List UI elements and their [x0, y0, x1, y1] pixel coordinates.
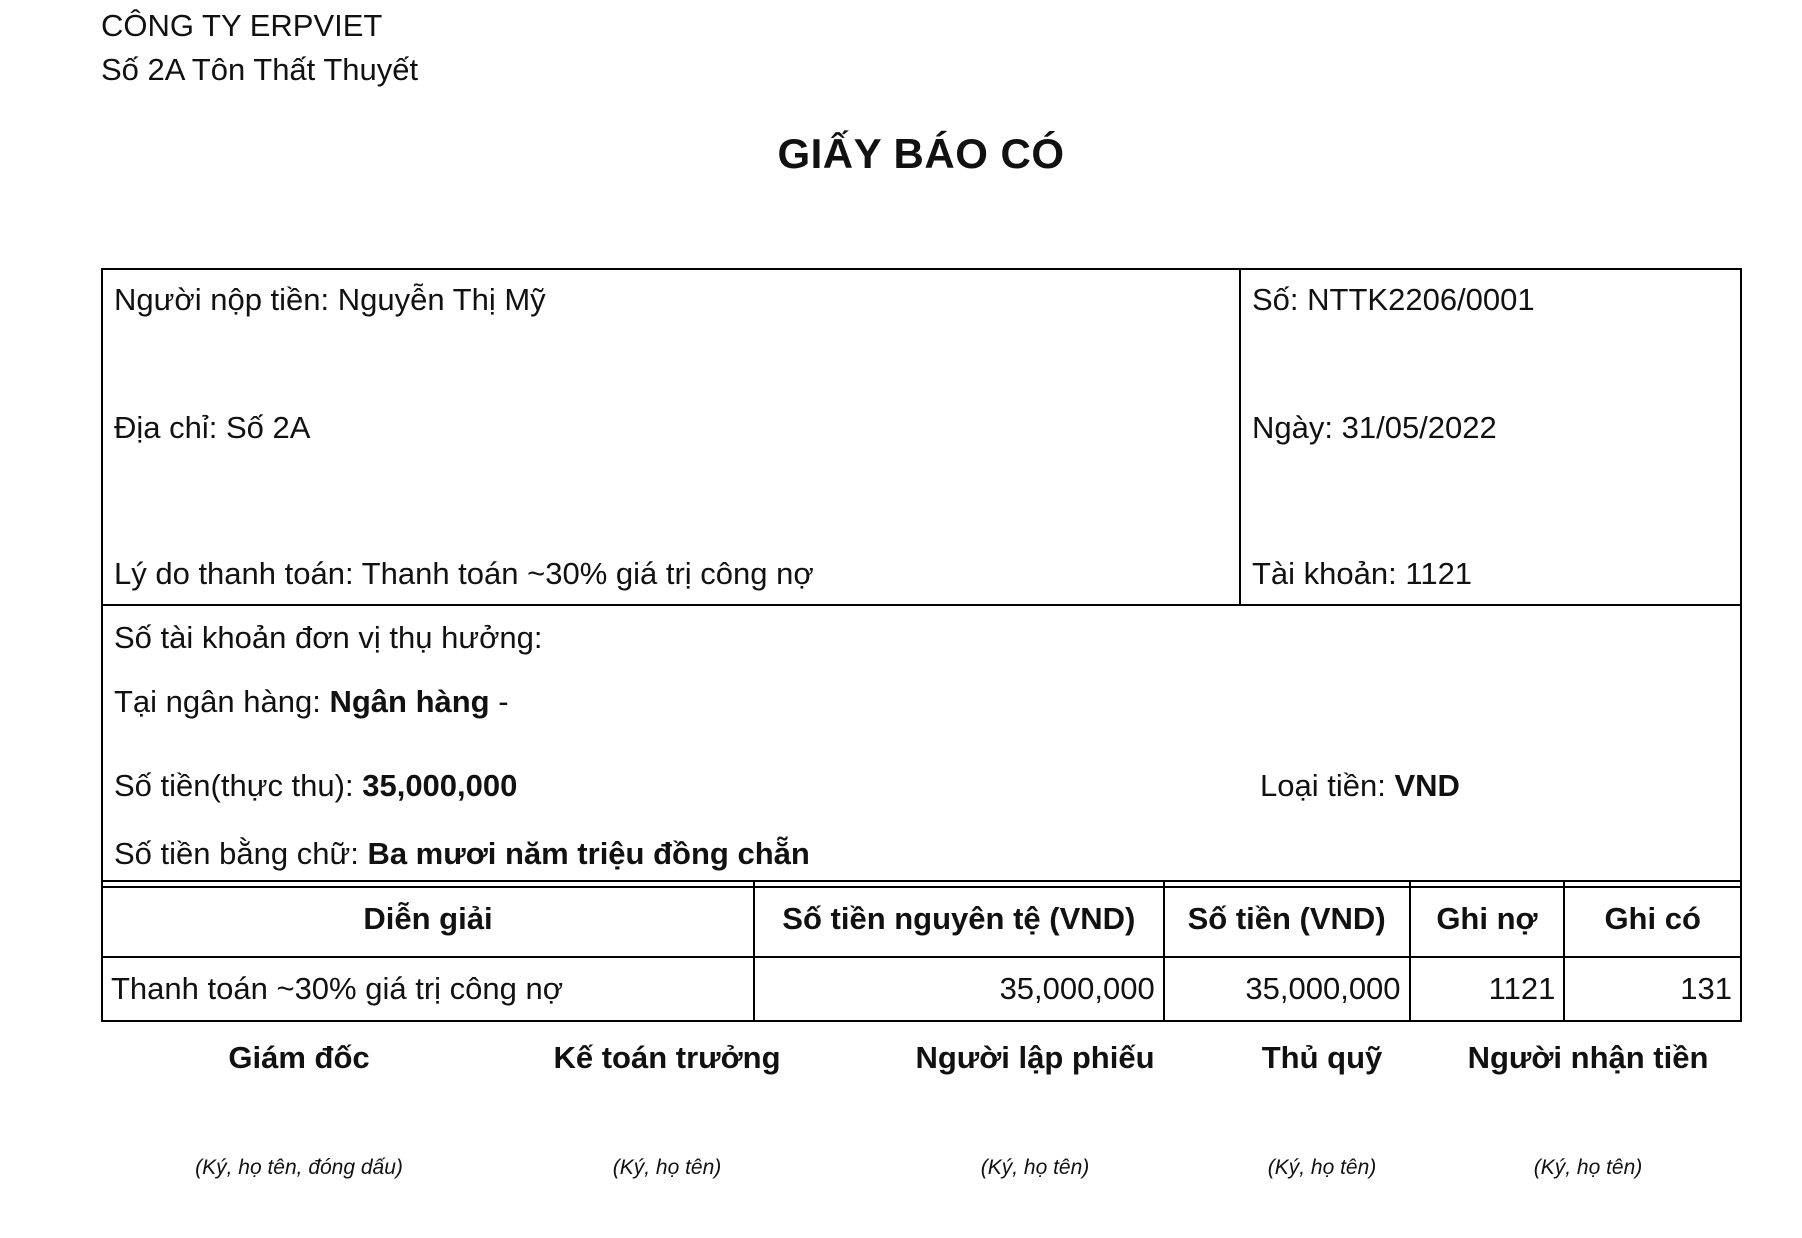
- document-title: GIẤY BÁO CÓ: [777, 130, 1065, 177]
- col-original-amount-header: Số tiền nguyên tệ (VND): [754, 881, 1164, 957]
- signature-role: Giám đốc: [228, 1040, 370, 1075]
- bank-value: Ngân hàng: [329, 684, 490, 719]
- payer-value: Nguyễn Thị Mỹ: [337, 282, 546, 317]
- company-block: [101, 4, 418, 92]
- currency-field: [1260, 768, 1460, 804]
- signature-hint: (Ký, họ tên, đóng dấu): [195, 1156, 403, 1179]
- currency-label: Loại tiền:: [1260, 768, 1386, 803]
- cell-debit: 1121: [1410, 957, 1565, 1021]
- beneficiary-account-label: Số tài khoản đơn vị thụ hưởng:: [114, 620, 543, 655]
- beneficiary-account-field: [114, 620, 543, 656]
- signature-chief-accountant: [537, 1040, 797, 1180]
- signature-hint: (Ký, họ tên): [1533, 1156, 1643, 1179]
- signature-role: Người nhận tiền: [1467, 1040, 1709, 1075]
- address-value: Số 2A: [226, 410, 311, 445]
- date-label: Ngày:: [1252, 410, 1333, 445]
- amount-field: [114, 768, 517, 804]
- signature-cashier: [1232, 1040, 1412, 1180]
- amount-label: Số tiền(thực thu):: [114, 768, 354, 803]
- table-header-row: [102, 881, 1741, 957]
- signature-receiver: [1443, 1040, 1733, 1180]
- voucher-number-value: NTTK2206/0001: [1307, 282, 1535, 317]
- voucher-header: [103, 270, 1740, 606]
- cell-description: Thanh toán ~30% giá trị công nợ: [102, 957, 754, 1021]
- voucher-box: [101, 268, 1742, 888]
- voucher-number-label: Số:: [1252, 282, 1299, 317]
- cell-credit: 131: [1564, 957, 1741, 1021]
- signature-role: Kế toán trưởng: [553, 1040, 781, 1075]
- signature-role: Người lập phiếu: [915, 1040, 1155, 1075]
- bank-field: [114, 684, 509, 720]
- col-debit-header: Ghi nợ: [1410, 881, 1565, 957]
- signature-director: [179, 1040, 419, 1180]
- address-label: Địa chỉ:: [114, 410, 218, 445]
- company-name: CÔNG TY ERPVIET: [101, 8, 383, 43]
- voucher-info-section: [1241, 270, 1740, 604]
- amount-words-label: Số tiền bằng chữ:: [114, 836, 359, 871]
- signature-hint: (Ký, họ tên): [980, 1156, 1090, 1179]
- bank-label: Tại ngân hàng:: [114, 684, 321, 719]
- signature-hint: (Ký, họ tên): [1267, 1156, 1377, 1179]
- address-field: [114, 410, 310, 446]
- table-row: [102, 957, 1741, 1021]
- payer-label: Người nộp tiền:: [114, 282, 330, 317]
- signature-role: Thủ quỹ: [1261, 1040, 1383, 1075]
- signature-hint: (Ký, họ tên): [612, 1156, 722, 1179]
- voucher-number-field: [1252, 282, 1535, 318]
- col-description-header: Diễn giải: [102, 881, 754, 957]
- payer-section: [103, 270, 1241, 604]
- cell-amount: 35,000,000: [1164, 957, 1410, 1021]
- payment-details: [103, 606, 1740, 886]
- bank-suffix: -: [498, 684, 509, 719]
- reason-label: Lý do thanh toán:: [114, 556, 354, 591]
- payer-field: [114, 282, 546, 318]
- currency-value: VND: [1394, 768, 1460, 803]
- cell-original-amount: 35,000,000: [754, 957, 1164, 1021]
- date-value: 31/05/2022: [1341, 410, 1497, 445]
- account-field: [1252, 556, 1472, 592]
- amount-words-value: Ba mươi năm triệu đồng chẵn: [367, 836, 810, 871]
- col-credit-header: Ghi có: [1564, 881, 1741, 957]
- amount-value: 35,000,000: [362, 768, 518, 803]
- account-value: 1121: [1405, 556, 1473, 591]
- company-address: Số 2A Tôn Thất Thuyết: [101, 52, 419, 87]
- reason-field: [114, 556, 814, 592]
- col-amount-header: Số tiền (VND): [1164, 881, 1410, 957]
- date-field: [1252, 410, 1497, 446]
- account-label: Tài khoản:: [1252, 556, 1397, 591]
- amount-words-field: [114, 836, 810, 872]
- reason-value: Thanh toán ~30% giá trị công nợ: [361, 556, 814, 591]
- signature-preparer: [905, 1040, 1165, 1180]
- detail-table: [101, 880, 1742, 1022]
